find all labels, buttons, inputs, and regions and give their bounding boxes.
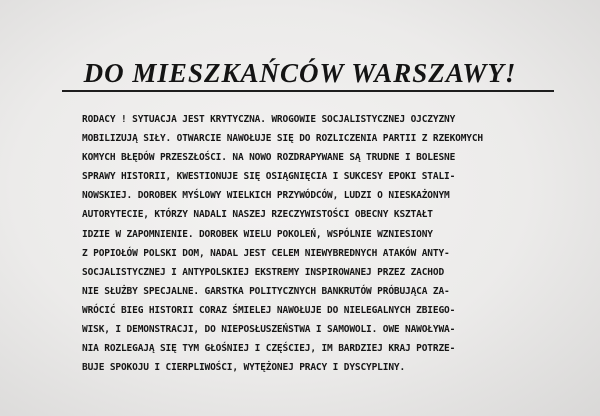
- body-line: SPRAWY HISTORII, KWESTIONUJE SIĘ OSIĄGNIĘCIA I SUKCESY EPOKI STALI-: [82, 171, 456, 183]
- body-line: RODACY ! SYTUACJA JEST KRYTYCZNA. WROGOWIE SOCJALISTYCZNEJ OJCZYZNY: [82, 114, 456, 125]
- leaflet-body: [82, 110, 552, 377]
- body-line: WISK, I DEMONSTRACJI, DO NIEPOSŁUSZEŃSTWA I SAMOWOLI. OWE NAWOŁYWA-: [82, 324, 456, 336]
- body-line: WRÓCIĆ BIEG HISTORII CORAZ ŚMIELEJ NAWOŁUJE DO NIELEGALNYCH ZBIEGO-: [82, 304, 456, 316]
- body-line: NIA ROZLEGAJĄ SIĘ TYM GŁOŚNIEJ I CZĘŚCIEJ, IM BARDZIEJ KRAJ POTRZE-: [82, 343, 456, 355]
- body-line: IDZIE W ZAPOMNIENIE. DOROBEK WIELU POKOLEŃ, WSPÓLNIE WZNIESIONY: [82, 228, 433, 240]
- leaflet-title: DO MIESZKAŃCÓW WARSZAWY!: [83, 58, 517, 88]
- body-line: NOWSKIEJ. DOROBEK MYŚLOWY WIELKICH PRZYWÓDCÓW, LUDZI O NIESKAŻONYM: [82, 190, 450, 202]
- body-line: KOMYCH BŁĘDÓW PRZESZŁOŚCI. NA NOWO ROZDRAPYWANE SĄ TRUDNE I BOLESNE: [82, 152, 456, 164]
- body-line: Z POPIOŁÓW POLSKI DOM, NADAL JEST CELEM NIEWYBREDNYCH ATAKÓW ANTY-: [82, 247, 450, 259]
- body-line: SOCJALISTYCZNEJ I ANTYPOLSKIEJ EKSTREMY INSPIROWANEJ PRZEZ ZACHOD: [82, 266, 445, 278]
- body-line: MOBILIZUJĄ SIŁY. OTWARCIE NAWOŁUJE SIĘ DO ROZLICZENIA PARTII Z RZEKOMYCH: [82, 133, 484, 145]
- body-line: NIE SŁUŻBY SPECJALNE. GARSTKA POLITYCZNYCH BANKRUTÓW PRÓBUJĄCA ZA-: [82, 285, 450, 297]
- body-line: AUTORYTECIE, KTÓRZY NADALI NASZEJ RZECZYWISTOŚCI OBECNY KSZTAŁT: [82, 209, 433, 221]
- body-line: BUJE SPOKOJU I CIERPLIWOŚCI, WYTĘŻONEJ PRACY I DYSCYPLINY.: [82, 362, 406, 374]
- title-underline: [62, 90, 554, 92]
